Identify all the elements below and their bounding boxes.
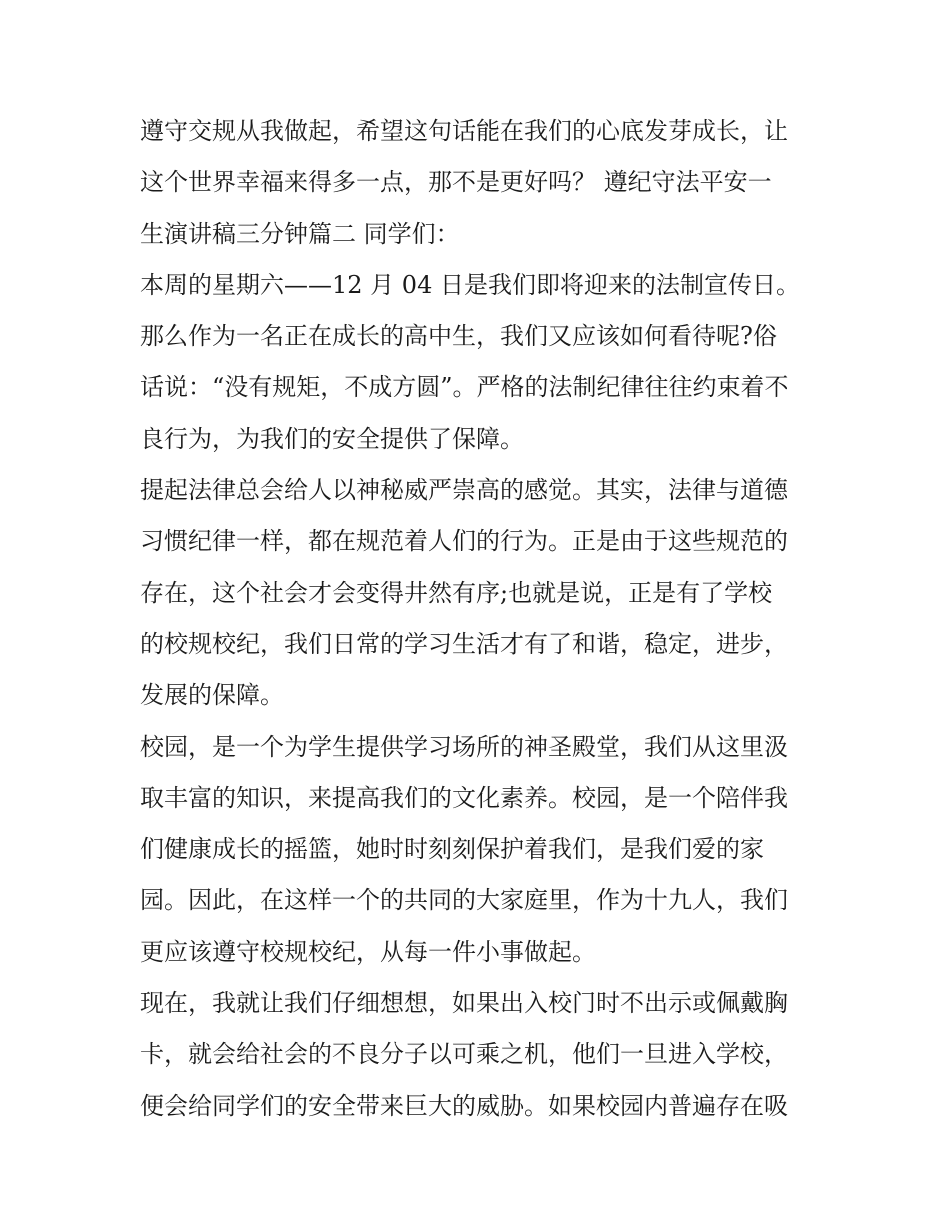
text-line: 发展的保障。	[140, 681, 284, 710]
text-line: 现在，我就让我们仔细想想，如果出入校门时不出示或佩戴胸	[140, 989, 788, 1018]
document-body	[140, 106, 820, 1132]
text-line: 生演讲稿三分钟篇二 同学们：	[140, 219, 460, 248]
text-line: 这个世界幸福来得多一点，那不是更好吗？ 遵纪守法平安一	[140, 168, 772, 197]
text-line: 便会给同学们的安全带来巨大的威胁。如果校园内普遍存在吸	[140, 1091, 788, 1120]
text-line: 园。因此，在这样一个的共同的大家庭里，作为十九人，我们	[140, 886, 788, 915]
text-line: 话说：“没有规矩，不成方圆”。严格的法制纪律往往约束着不	[140, 373, 789, 402]
text-line: 存在，这个社会才会变得井然有序;也就是说，正是有了学校	[140, 578, 773, 607]
text-line: 取丰富的知识，来提高我们的文化素养。校园，是一个陪伴我	[140, 783, 788, 812]
text-line: 习惯纪律一样，都在规范着人们的行为。正是由于这些规范的	[140, 527, 788, 556]
text-line: 遵守交规从我做起，希望这句话能在我们的心底发芽成长，让	[140, 117, 788, 145]
text-line: 卡，就会给社会的不良分子以可乘之机，他们一旦进入学校，	[140, 1040, 788, 1069]
text-line: 良行为，为我们的安全提供了保障。	[140, 424, 524, 453]
text-line: 那么作为一名正在成长的高中生，我们又应该如何看待呢?俗	[140, 322, 777, 351]
text-line: 的校规校纪，我们日常的学习生活才有了和谐，稳定，进步，	[140, 629, 788, 658]
text-line: 们健康成长的摇篮，她时时刻刻保护着我们，是我们爱的家	[140, 835, 764, 864]
text-line: 提起法律总会给人以神秘威严崇高的感觉。其实，法律与道德	[140, 476, 788, 505]
text-line: 更应该遵守校规校纪，从每一件小事做起。	[140, 937, 596, 966]
text-line: 校园，是一个为学生提供学习场所的神圣殿堂，我们从这里汲	[140, 732, 788, 761]
text-line: 本周的星期六——12 月 04 日是我们即将迎来的法制宣传日。	[140, 270, 800, 299]
